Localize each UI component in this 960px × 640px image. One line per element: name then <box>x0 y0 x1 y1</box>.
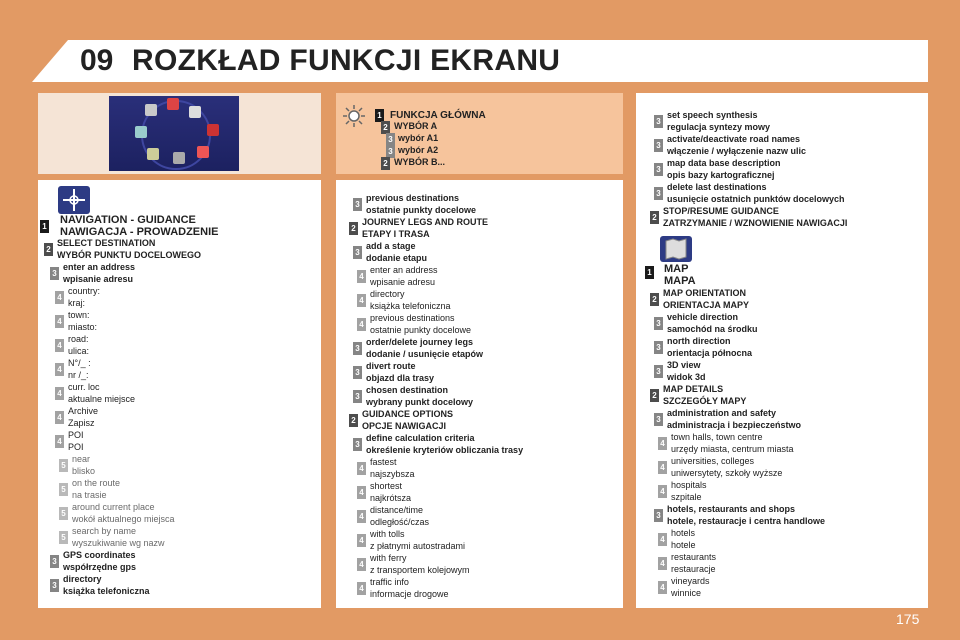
level-badge: 4 <box>357 534 366 547</box>
level-badge: 3 <box>353 198 362 211</box>
level-badge: 2 <box>349 222 358 235</box>
entry-label-pl: miasto: <box>68 321 98 332</box>
entry-label-pl: współrzędne gps <box>63 561 137 572</box>
entry-label-pl: OPCJE NAWIGACJI <box>362 420 447 431</box>
entry-label-pl: ostatnie punkty docelowe <box>370 324 472 335</box>
level-badge: 4 <box>357 486 366 499</box>
entry-label-pl: urzędy miasta, centrum miasta <box>671 443 794 454</box>
entry-label-en: GPS coordinates <box>63 550 136 560</box>
navigation-title-pl: NAWIGACJA - PROWADZENIE <box>60 226 219 238</box>
entry-label-pl: regulacja syntezy mowy <box>667 121 771 132</box>
level-badge: 4 <box>357 582 366 595</box>
level-badge: 4 <box>658 461 667 474</box>
entry-label-pl: winnice <box>671 587 702 598</box>
entry-label-pl: książka telefoniczna <box>63 585 150 596</box>
entry-label-pl: opis bazy kartograficznej <box>667 169 775 180</box>
entry-label-pl: informacje drogowe <box>370 588 449 599</box>
level-badge: 2 <box>44 243 53 256</box>
entry-label-en: MAP DETAILS <box>663 384 724 394</box>
level-badge: 4 <box>658 557 667 570</box>
entry-label-pl: WYBÓR PUNKTU DOCELOWEGO <box>57 249 201 260</box>
entry-label-en: shortest <box>370 481 403 491</box>
entry-label-en: MAP ORIENTATION <box>663 288 746 298</box>
entry-label-pl: ETAPY I TRASA <box>362 228 430 239</box>
entry-label-pl: wokół aktualnego miejsca <box>72 513 175 524</box>
entry-label-en: JOURNEY LEGS AND ROUTE <box>362 217 489 227</box>
entry-label-en: N°/_ : <box>68 358 91 368</box>
page-title: ROZKŁAD FUNKCJI EKRANU <box>132 44 561 77</box>
main-function-label: FUNKCJA GŁÓWNA <box>390 110 486 121</box>
level-badge: 4 <box>357 462 366 475</box>
entry-label-en: on the route <box>72 478 121 488</box>
entry-label-en: chosen destination <box>366 385 449 395</box>
entry-label-en: directory <box>63 574 102 584</box>
level-badge: 4 <box>55 339 64 352</box>
entry-label-en: GUIDANCE OPTIONS <box>362 409 454 419</box>
entry-label-en: fastest <box>370 457 397 467</box>
level-badge: 3 <box>353 342 362 355</box>
entry-label-pl: blisko <box>72 465 96 476</box>
entry-label-en: road: <box>68 334 89 344</box>
level-badge: 3 <box>654 163 663 176</box>
entry-label-en: administration and safety <box>667 408 777 418</box>
level-badge: 3 <box>654 317 663 330</box>
choice-b-label: WYBÓR B... <box>394 157 445 167</box>
level-badge: 2 <box>650 293 659 306</box>
entry-label-en: hotels, restaurants and shops <box>667 504 796 514</box>
entry-label-pl: odległość/czas <box>370 516 430 527</box>
entry-label-en: activate/deactivate road names <box>667 134 801 144</box>
entry-label-pl: objazd dla trasy <box>366 372 435 383</box>
level-badge: 3 <box>353 366 362 379</box>
level-badge: 2 <box>381 121 390 134</box>
level-badge: 3 <box>654 187 663 200</box>
entry-label-en: hospitals <box>671 480 707 490</box>
level-badge: 4 <box>55 291 64 304</box>
entry-label-en: vineyards <box>671 576 710 586</box>
entry-label-pl: ORIENTACJA MAPY <box>663 299 750 310</box>
level-badge: 4 <box>55 363 64 376</box>
entry-label-pl: widok 3d <box>667 371 706 382</box>
level-badge: 3 <box>353 438 362 451</box>
entry-label-en: hotels <box>671 528 696 538</box>
entry-label-en: Archive <box>68 406 99 416</box>
entry-label-en: traffic info <box>370 577 409 587</box>
entry-label-pl: dodanie etapu <box>366 252 428 263</box>
level-badge: 3 <box>654 139 663 152</box>
entry-label-en: with ferry <box>370 553 407 563</box>
entry-label-pl: kraj: <box>68 297 86 308</box>
entry-label-pl: dodanie / usunięcie etapów <box>366 348 484 359</box>
navigation-screen-illustration <box>109 96 239 171</box>
entry-label-pl: POI <box>68 441 84 452</box>
level-badge: 3 <box>50 579 59 592</box>
level-badge: 4 <box>55 411 64 424</box>
entry-label-en: previous destinations <box>366 193 460 203</box>
level-badge: 3 <box>654 509 663 522</box>
level-badge: 3 <box>654 115 663 128</box>
entry-label-pl: najszybsza <box>370 468 415 479</box>
level-badge: 4 <box>357 270 366 283</box>
level-badge: 2 <box>349 414 358 427</box>
entry-label-en: enter an address <box>370 265 438 275</box>
entry-label-pl: aktualne miejsce <box>68 393 136 404</box>
entry-label-en: directory <box>370 289 405 299</box>
entry-label-pl: wyszukiwanie wg nazw <box>72 537 165 548</box>
level-badge: 4 <box>357 318 366 331</box>
entry-label-en: north direction <box>667 336 731 346</box>
level-badge: 1 <box>375 109 384 122</box>
level-badge: 4 <box>55 435 64 448</box>
map-title-pl: MAPA <box>664 275 696 287</box>
navigation-icon <box>58 186 90 214</box>
navigation-menu-icon <box>135 126 147 138</box>
entry-label-pl: z płatnymi autostradami <box>370 540 466 551</box>
entry-label-en: town: <box>68 310 90 320</box>
entry-label-en: near <box>72 454 91 464</box>
entry-label-en: search by name <box>72 526 137 536</box>
entry-label-pl: hotele <box>671 539 696 550</box>
entry-label-pl: nr /_: <box>68 369 89 380</box>
entry-label-en: add a stage <box>366 241 416 251</box>
entry-label-en: restaurants <box>671 552 717 562</box>
entry-label-en: previous destinations <box>370 313 455 323</box>
entry-label-en: divert route <box>366 361 416 371</box>
entry-label-pl: włączenie / wyłączenie nazw ulic <box>667 145 807 156</box>
level-badge: 4 <box>357 510 366 523</box>
entry-label-pl: restauracje <box>671 563 716 574</box>
level-badge: 4 <box>357 558 366 571</box>
entry-label-pl: ulica: <box>68 345 90 356</box>
entry-label-en: POI <box>68 430 84 440</box>
entry-label-pl: SZCZEGÓŁY MAPY <box>663 395 747 406</box>
entry-label-en: universities, colleges <box>671 456 755 466</box>
level-badge: 5 <box>59 483 68 496</box>
level-badge: 3 <box>386 133 395 146</box>
entry-label-pl: określenie kryteriów obliczania trasy <box>366 444 524 455</box>
entry-label-pl: ostatnie punkty docelowe <box>366 204 477 215</box>
level-badge: 5 <box>59 459 68 472</box>
entry-label-en: curr. loc <box>68 382 100 392</box>
entry-label-en: 3D view <box>667 360 701 370</box>
choice-a1-label: wybór A1 <box>398 133 439 143</box>
entry-label-en: distance/time <box>370 505 424 515</box>
entry-label-pl: wpisanie adresu <box>63 273 134 284</box>
map-menu-icon <box>145 104 157 116</box>
level-badge: 4 <box>658 581 667 594</box>
entry-label-en: order/delete journey legs <box>366 337 474 347</box>
audio-menu-icon <box>173 152 185 164</box>
entry-label-pl: szpitale <box>671 491 702 502</box>
entry-label-en: country: <box>68 286 101 296</box>
entry-label-en: enter an address <box>63 262 136 272</box>
entry-label-en: town halls, town centre <box>671 432 763 442</box>
entry-label-en: define calculation criteria <box>366 433 475 443</box>
entry-label-pl: samochód na środku <box>667 323 758 334</box>
route-menu-icon <box>189 106 201 118</box>
level-badge: 4 <box>658 533 667 546</box>
level-badge: 3 <box>654 341 663 354</box>
entry-label-pl: z transportem kolejowym <box>370 564 470 575</box>
entry-label-pl: na trasie <box>72 489 107 500</box>
entry-label-en: map data base description <box>667 158 781 168</box>
level-badge: 1 <box>645 266 654 279</box>
level-badge: 3 <box>654 413 663 426</box>
level-badge: 4 <box>357 294 366 307</box>
level-badge: 3 <box>50 267 59 280</box>
choice-a-label: WYBÓR A <box>394 121 438 131</box>
entry-label-en: STOP/RESUME GUIDANCE <box>663 206 779 216</box>
main-function-panel <box>336 93 623 174</box>
level-badge: 3 <box>353 246 362 259</box>
level-badge: 4 <box>658 437 667 450</box>
level-badge: 2 <box>650 389 659 402</box>
entry-label-pl: Zapisz <box>68 417 95 428</box>
sun-function-icon <box>342 104 366 128</box>
entry-label-pl: wybrany punkt docelowy <box>366 396 474 407</box>
level-badge: 5 <box>59 507 68 520</box>
entry-label-en: vehicle direction <box>667 312 739 322</box>
level-badge: 3 <box>353 390 362 403</box>
entry-label-pl: administracja i bezpieczeństwo <box>667 419 802 430</box>
level-badge: 4 <box>55 315 64 328</box>
level-badge: 3 <box>654 365 663 378</box>
warning-menu-icon <box>167 98 179 110</box>
map-icon <box>660 236 692 262</box>
level-badge: 3 <box>50 555 59 568</box>
entry-label-pl: książka telefoniczna <box>370 300 451 311</box>
level-badge: 4 <box>658 485 667 498</box>
level-badge: 1 <box>40 220 49 233</box>
entry-label-en: delete last destinations <box>667 182 767 192</box>
level-badge: 3 <box>386 145 395 158</box>
choice-a2-label: wybór A2 <box>398 145 439 155</box>
entry-label-pl: najkrótsza <box>370 492 412 503</box>
entry-label-en: with tolls <box>370 529 405 539</box>
entry-label-pl: ZATRZYMANIE / WZNOWIENIE NAWIGACJI <box>663 217 848 228</box>
level-badge: 4 <box>55 387 64 400</box>
entry-label-pl: orientacja północna <box>667 347 753 358</box>
entry-label-en: SELECT DESTINATION <box>57 238 156 248</box>
entry-label-pl: wpisanie adresu <box>370 276 436 287</box>
level-badge: 5 <box>59 531 68 544</box>
entry-label-en: set speech synthesis <box>667 110 758 120</box>
map-title-en: MAP <box>664 263 689 275</box>
entry-label-pl: uniwersytety, szkoły wyższe <box>671 467 783 478</box>
phone-menu-icon <box>207 124 219 136</box>
level-badge: 2 <box>381 157 390 170</box>
entry-label-pl: usunięcie ostatnich punktów docelowych <box>667 193 845 204</box>
navigation-title-en: NAVIGATION - GUIDANCE <box>60 214 196 226</box>
tools-menu-icon <box>147 148 159 160</box>
entry-label-pl: hotele, restauracje i centra handlowe <box>667 515 826 526</box>
settings-menu-icon <box>197 146 209 158</box>
page-number: 175 <box>896 611 920 627</box>
chapter-number: 09 <box>80 44 114 77</box>
level-badge: 2 <box>650 211 659 224</box>
entry-label-en: around current place <box>72 502 155 512</box>
